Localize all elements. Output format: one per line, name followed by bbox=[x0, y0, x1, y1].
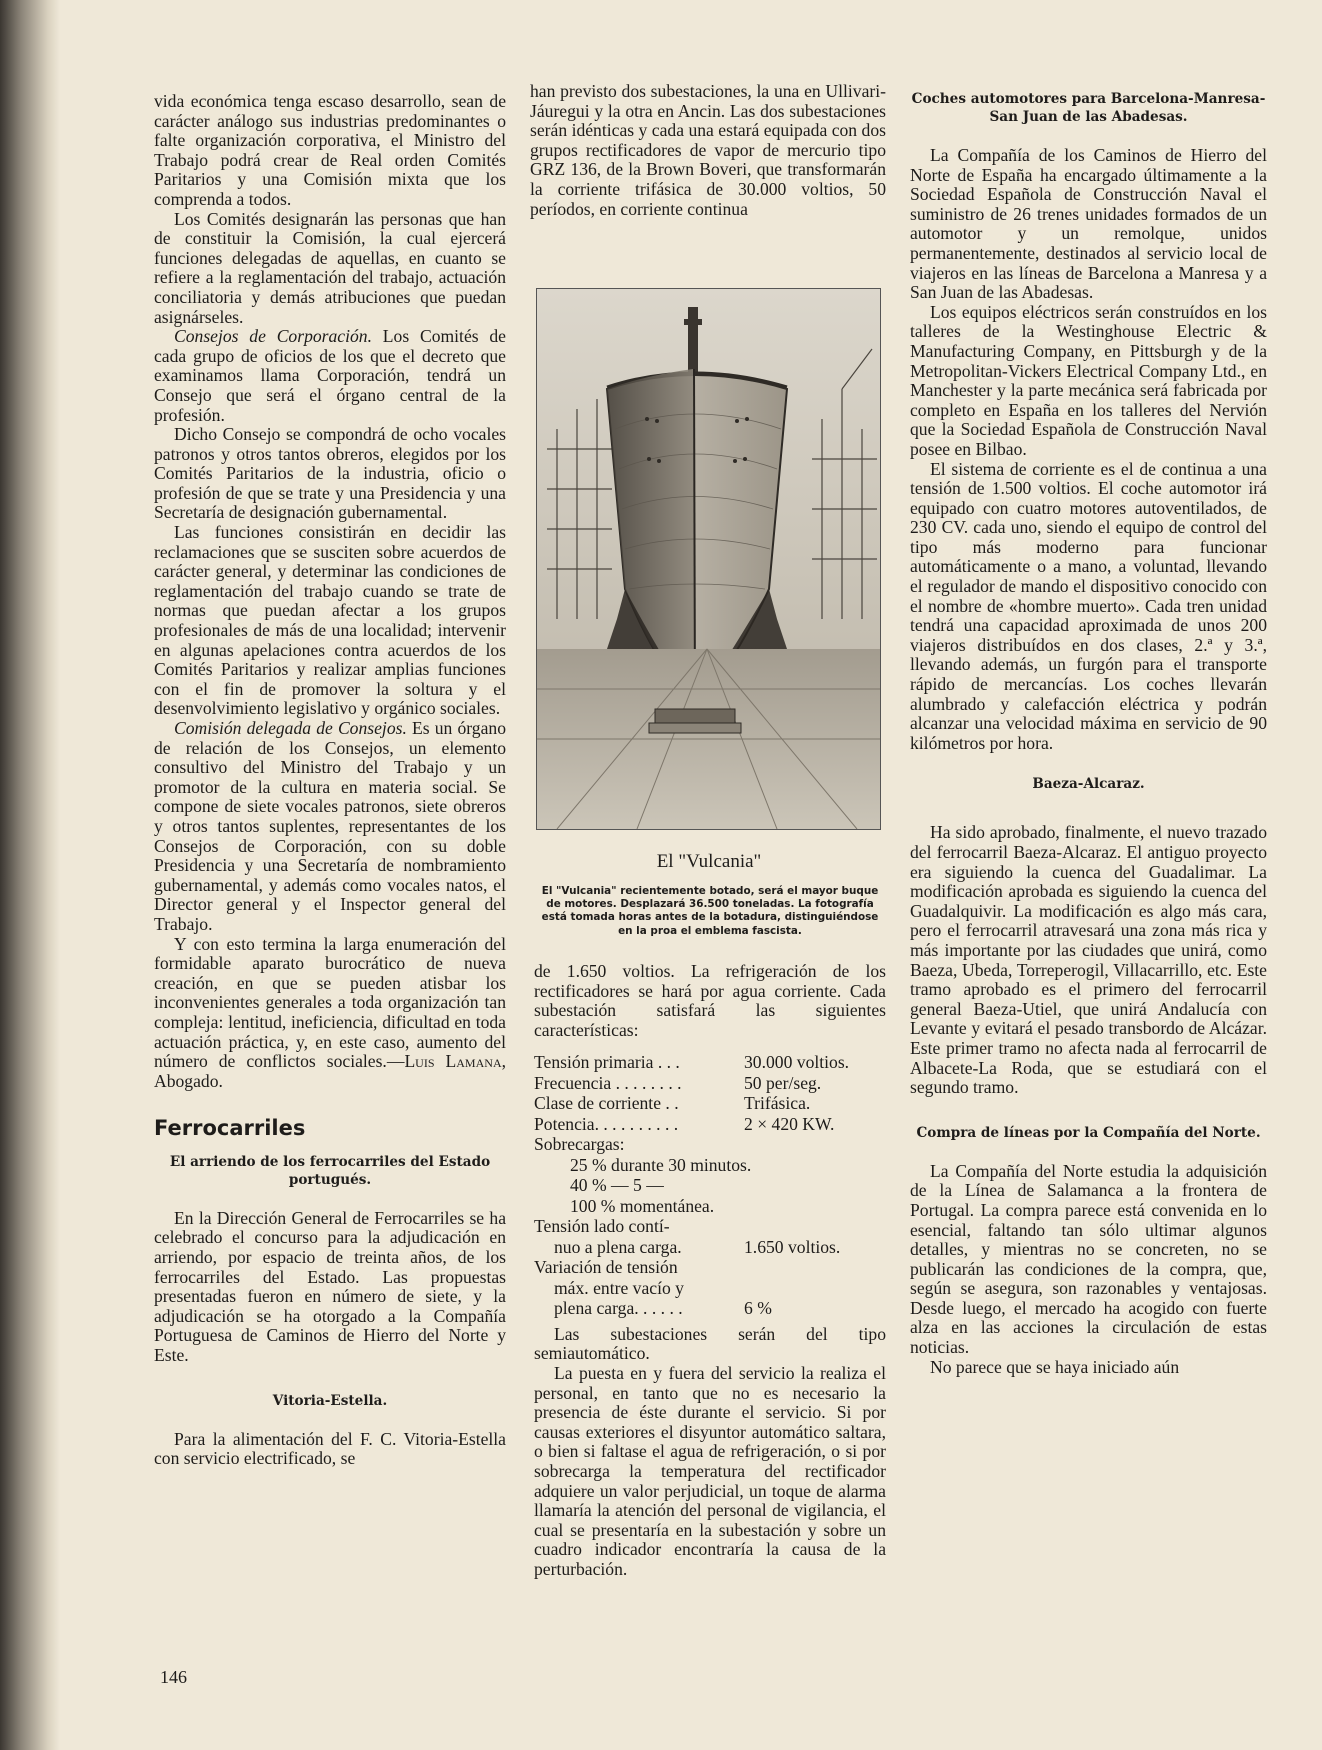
paragraph: Dicho Consejo se compondrá de ocho vocales patronos y otros tantos obreros, elegidos por los Comités Paritarios de la industria, oficio o profesión de que se trate y una Presidencia y una Secretaría de designación gubernamental. bbox=[154, 424, 506, 523]
paragraph: Las funciones consistirán en decidir las reclamaciones que se susciten sobre acuerdos de carácter general, y determinar las condiciones de reglamentación del trabajo cuando se trate de normas que puedan afectar a los grupos profesionales de más de una localidad; intervenir en algunas apelaciones contra acuerdos de los Comités Paritarios y realizar amplias funciones con el fin de promover la soltura y el desenvolvimiento legislativo y orgánico sociales. bbox=[154, 522, 506, 719]
spec-row: Frecuencia . . . . . . . . 50 per/seg. bbox=[534, 1072, 822, 1093]
paragraph: de 1.650 voltios. La refrigeración de los rectificadores se hará por agua corriente. Cada subestación satisfará las siguientes características: bbox=[534, 961, 886, 1040]
paragraph: Ha sido aprobado, finalmente, el nuevo trazado del ferrocarril Baeza-Alcaraz. El antiguo proyecto era siguiendo la cuenca del Guadalimar. La modificación aprobada es siguiendo la cuenca del Guadalquivir. La modificación es algo más cara, pero el ferrocarril atravesará una zona más rica y más importante por las ciudades que unirá, como Baeza, Ubeda, Torreperogil, Villacarrillo, etc. Este tramo aprobado es el primero del ferrocarril general Baeza-Utiel, que unirá Andalucía con Levante y evitará el pesado transbordo de Alcázar. Este primer tramo no afecta nada al ferrocarril de Albacete-La Roda, que se estudiará con el segundo tramo. bbox=[910, 822, 1267, 1098]
spec-row: máx. entre vacío y bbox=[554, 1277, 684, 1298]
paragraph: Los Comités designarán las personas que han de constituir la Comisión, la cual ejercerá funciones delegadas de aquellas, en cuanto se refiere a la reglamentación del trabajo, actuación conciliatoria y demás atribuciones que puedan asignárseles. bbox=[154, 208, 506, 327]
paragraph: En la Dirección General de Ferrocarriles se ha celebrado el concurso para la adjudicación en arriendo, por espacio de treinta años, de los ferrocarriles del Estado. Las propuestas presentadas fueron en número de siete, y la adjudicación se ha otorgado a la Compañía Portuguesa de Caminos de Hierro del Norte y Este. bbox=[154, 1207, 506, 1366]
inline-heading: Comisión delegada de Consejos. bbox=[174, 718, 407, 738]
spec-row: 40 % — 5 — bbox=[570, 1175, 664, 1196]
page-number: 146 bbox=[160, 1667, 187, 1687]
paragraph: El sistema de corriente es el de continua a una tensión de 1.500 voltios. El coche automotor irá equipado con cuatro motores autoventilados, de 230 CV. cada uno, siendo el equipo de control del tipo más moderno para funcionar automáticamente o a mano, a voluntad, llevando el regulador de mando el dispositivo conocido con el nombre de «hombre muerto». Cada tren unidad tendrá una capacidad aproximada de unos 200 viajeros distribuídos en dos clases, 2.ª y 3.ª, llevando además, un furgón para el transporte rápido de mercancías. Los coches llevarán alumbrado y calefacción eléctrica y podrán alcanzar una velocidad máxima en servicio de 90 kilómetros por hora. bbox=[910, 458, 1267, 753]
paragraph: Los equipos eléctricos serán construídos en los talleres de la Westinghouse Electric & Manufacturing Company, en Pittsburgh y de la Metropolitan-Vickers Electrical Company Ltd., en Manchester y la parte mecánica será fabricada por completo en España en los talleres del Nervión que la Sociedad Española de Construcción Naval posee en Bilbao. bbox=[910, 301, 1267, 459]
figure-title: El "Vulcania" bbox=[656, 851, 762, 872]
spec-row: nuo a plena carga. 1.650 voltios. bbox=[554, 1236, 841, 1257]
spec-row: Tensión lado contí- bbox=[534, 1216, 670, 1237]
paragraph: vida económica tenga escaso desarrollo, sean de carácter análogo sus industrias predominantes o falte organización corporativa, el Ministro del Trabajo podrá crear de Real orden Comités Paritarios y una Comisión mixta que los comprenda a todos. bbox=[154, 91, 506, 209]
paragraph: Comisión delegada de Consejos. Es un órgano de relación de los Consejos, un elemento consultivo del Ministro del Trabajo y un promotor de la cultura en materia social. Se compone de siete vocales patronos, siete obreros y otros tantos suplentes, representantes de los Consejos de Corporación, con su doble Presidencia y una Secretaría de nombramiento gubernamental, y además como vocales natos, el Director general y el Inspector general del Trabajo. bbox=[154, 718, 506, 934]
article-heading: Baeza-Alcaraz. bbox=[1032, 776, 1145, 793]
paragraph: La Compañía de los Caminos de Hierro del Norte de España ha encargado últimamente a la Sociedad Española de Construcción Naval el suministro de 26 trenes unidades formados de un automotor y un remolque, unidos permanentemente, destinados al servicio local de viajeros en las líneas de Barcelona a Manresa y a San Juan de las Abadesas. bbox=[910, 145, 1267, 303]
paragraph: Las subestaciones serán del tipo semiautomático. bbox=[534, 1323, 886, 1364]
column-2-bottom bbox=[534, 962, 886, 1580]
article-heading: El arriendo de los ferrocarriles del Estado portugués. bbox=[169, 1153, 491, 1188]
article-heading: Vitoria-Estella. bbox=[272, 1392, 388, 1409]
article-heading: Coches automotores para Barcelona-Manresa-San Juan de las Abadesas. bbox=[911, 91, 1266, 125]
section-title: Ferrocarriles bbox=[154, 1116, 306, 1141]
paragraph: No parece que se haya iniciado aún bbox=[930, 1356, 1180, 1377]
paragraph: Para la alimentación del F. C. Vitoria-Estella con servicio electrificado, se bbox=[154, 1428, 506, 1469]
article-heading: Compra de líneas por la Compañía del Norte. bbox=[916, 1124, 1261, 1141]
spec-row: Potencia. . . . . . . . . . 2 × 420 KW. bbox=[534, 1113, 835, 1134]
page-binding-shadow bbox=[0, 0, 60, 1750]
spec-row: Tensión primaria . . . 30.000 voltios. bbox=[534, 1052, 850, 1073]
paragraph: La Compañía del Norte estudia la adquisición de la Línea de Salamanca a la frontera de Portugal. La compra parece está convenida en lo esencial, faltando tan sólo ultimar algunos detalles, y mientras no se concreten, no se publicarán las condiciones de la compra, que, según se asegura, son razonables y ventajosas. Desde luego, el mercado ha acogido con fuerte alza en las acciones la circulación de estas noticias. bbox=[910, 1160, 1267, 1358]
ship-photo bbox=[536, 288, 881, 830]
spec-row: Sobrecargas: bbox=[534, 1134, 625, 1155]
specification-table bbox=[534, 1052, 886, 1319]
author-signature: Luis Lamana bbox=[404, 1051, 502, 1072]
spec-row: Variación de tensión bbox=[534, 1257, 678, 1278]
column-3 bbox=[910, 82, 1267, 1377]
spec-row: Clase de corriente . . Trifásica. bbox=[534, 1093, 811, 1114]
ship-bow-illustration bbox=[537, 289, 880, 829]
spec-row: plena carga. . . . . . 6 % bbox=[554, 1298, 772, 1319]
paragraph: Y con esto termina la larga enumeración del formidable aparato burocrático de nueva creación, en que se pueden atisbar los inconvenientes generales a toda organización tan compleja: lentitud, ineficiencia, dificultad en toda actuación práctica, y, en este caso, aumento del número de conflictos sociales.—Luis Lamana, Abogado. bbox=[154, 933, 507, 1091]
spec-row: 100 % momentánea. bbox=[570, 1195, 715, 1216]
column-1 bbox=[154, 92, 506, 1469]
paragraph: La puesta en y fuera del servicio la realiza el personal, en tanto que no es necesario la presencia de éste durante el servicio. Si por causas exteriores el disyuntor automático saltara, o bien si faltase el agua de refrigeración, o si por sobrecarga la temperatura del rectificador adquiere un valor perjudicial, un toque de alarma llamaría la atención del personal de vigilancia, el cual se presentaría en la subestación y sobre un cuadro indicador encontraría la causa de la perturbación. bbox=[534, 1363, 886, 1579]
figure-caption: El "Vulcania" recientemente botado, será el mayor buque de motores. Desplazará 36.500 toneladas. La fotografía está tomada horas antes de la botadura, distinguiéndose en la proa el emblema fascista. bbox=[541, 885, 879, 937]
inline-heading: Consejos de Corporación. bbox=[174, 326, 372, 347]
paragraph: han previsto dos subestaciones, la una en Ullivari-Jáuregui y la otra en Ancin. Las dos subestaciones serán idénticas y cada una estará equipada con dos grupos rectificadores de vapor de mercurio tipo GRZ 136, de la Brown Boveri, que transformarán la corriente trifásica de 30.000 voltios, 50 períodos, en corriente continua bbox=[530, 81, 886, 219]
spec-row: 25 % durante 30 minutos. bbox=[570, 1154, 752, 1175]
column-2-top bbox=[530, 82, 886, 219]
paragraph: Consejos de Corporación. Los Comités de cada grupo de oficios de los que el decreto que examinamos llama Corporación, tendrá un Consejo que será el órgano central de la profesión. bbox=[154, 326, 506, 425]
